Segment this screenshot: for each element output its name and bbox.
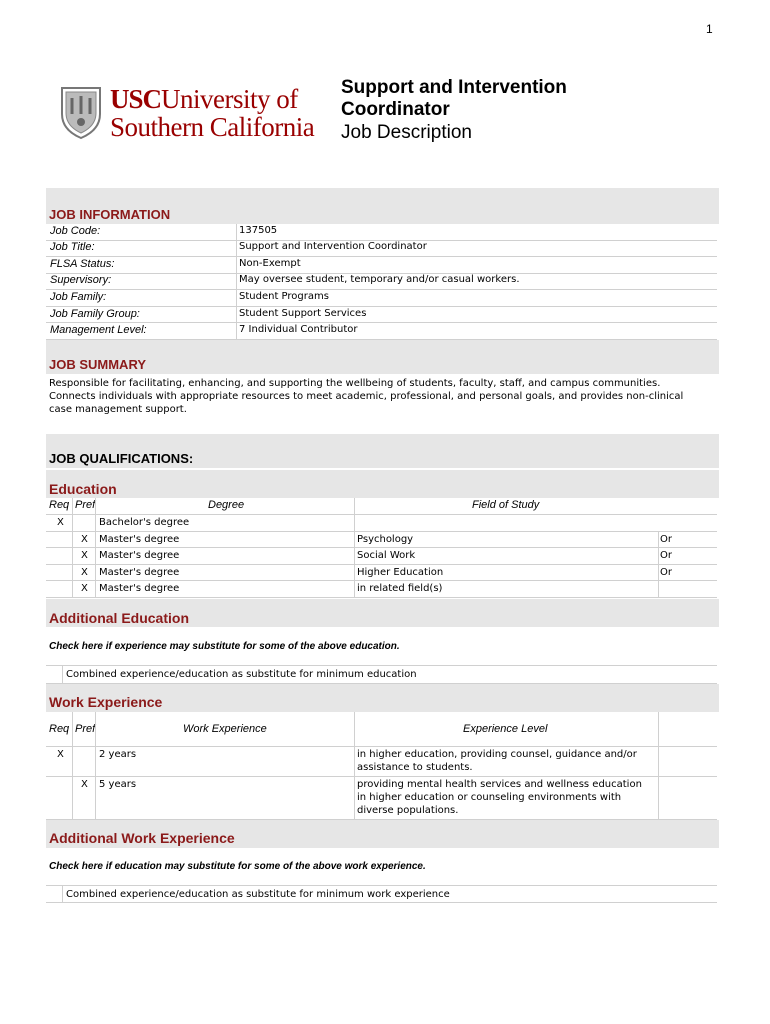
info-row-job-family-group: Job Family Group: Student Support Services — [50, 308, 367, 320]
work-col-experience: Work Experience — [183, 723, 267, 735]
divider — [46, 256, 717, 257]
divider — [72, 498, 73, 597]
edu-col-pref: Pref — [75, 499, 96, 511]
divider — [95, 498, 96, 597]
divider — [46, 240, 717, 241]
additional-work-heading: Additional Work Experience — [49, 830, 235, 846]
additional-education-check-text: Check here if experience may substitute for some of the above education. — [49, 641, 400, 652]
job-summary-line-1: Responsible for facilitating, enhancing, and supporting the wellbeing of students, faculty, staff, and campus communities. — [49, 378, 661, 389]
work-col-req: Req — [49, 723, 70, 735]
divider — [658, 712, 659, 819]
education-substitute-label: Combined experience/education as substitute for minimum education — [66, 669, 417, 680]
checkbox-cell[interactable] — [62, 885, 63, 902]
usc-seal-icon — [58, 84, 104, 140]
divider — [46, 885, 717, 886]
edu-col-degree: Degree — [208, 499, 245, 511]
usc-logo — [58, 84, 333, 146]
qualifications-heading: JOB QUALIFICATIONS: — [49, 451, 194, 466]
divider — [46, 322, 717, 323]
divider — [46, 514, 717, 515]
divider — [95, 712, 96, 819]
document-title: Support and Intervention Coordinator — [341, 77, 567, 120]
education-band — [46, 470, 719, 498]
work-col-level: Experience Level — [463, 723, 548, 735]
divider — [46, 665, 717, 666]
job-information-heading: JOB INFORMATION — [49, 207, 171, 222]
divider — [46, 776, 717, 777]
job-summary-line-3: case management support. — [49, 404, 187, 415]
divider — [46, 531, 717, 532]
divider — [46, 597, 717, 598]
divider — [46, 273, 717, 274]
logo-line1: USCUniversity of — [110, 84, 298, 114]
info-row-job-code: Job Code: 137505 — [50, 225, 278, 237]
education-heading: Education — [49, 481, 117, 497]
info-row-management-level: Management Level: 7 Individual Contributor — [50, 324, 358, 336]
divider — [46, 902, 717, 903]
page-number: 1 — [706, 22, 713, 36]
job-summary-heading: JOB SUMMARY — [49, 357, 147, 372]
divider — [658, 531, 659, 597]
info-row-flsa: FLSA Status: Non-Exempt — [50, 258, 301, 270]
work-substitute-label: Combined experience/education as substitute for minimum work experience — [66, 889, 450, 900]
divider — [46, 580, 717, 581]
divider — [46, 289, 717, 290]
info-row-supervisory: Supervisory: May oversee student, temporary and/or casual workers. — [50, 274, 520, 286]
edu-col-field: Field of Study — [472, 499, 540, 511]
divider — [354, 712, 355, 819]
additional-education-heading: Additional Education — [49, 610, 189, 626]
job-summary-line-2: Connects individuals with appropriate resources to meet academic, professional, and personal goals, and provides non-clinical — [49, 391, 684, 402]
info-row-job-family: Job Family: Student Programs — [50, 291, 329, 303]
edu-col-req: Req — [49, 499, 70, 511]
document-subtitle: Job Description — [341, 122, 472, 143]
logo-line2: Southern California — [110, 112, 315, 142]
additional-work-check-text: Check here if education may substitute for some of the above work experience. — [49, 861, 426, 872]
divider — [354, 498, 355, 597]
work-col-pref: Pref — [75, 723, 96, 735]
divider — [236, 224, 237, 339]
job-summary-band — [46, 340, 719, 374]
work-experience-heading: Work Experience — [49, 694, 163, 710]
divider — [46, 547, 717, 548]
divider — [46, 306, 717, 307]
divider — [46, 746, 717, 747]
checkbox-cell[interactable] — [62, 665, 63, 683]
divider — [46, 564, 717, 565]
divider — [72, 712, 73, 819]
info-row-job-title: Job Title: Support and Intervention Coordinator — [50, 241, 427, 253]
